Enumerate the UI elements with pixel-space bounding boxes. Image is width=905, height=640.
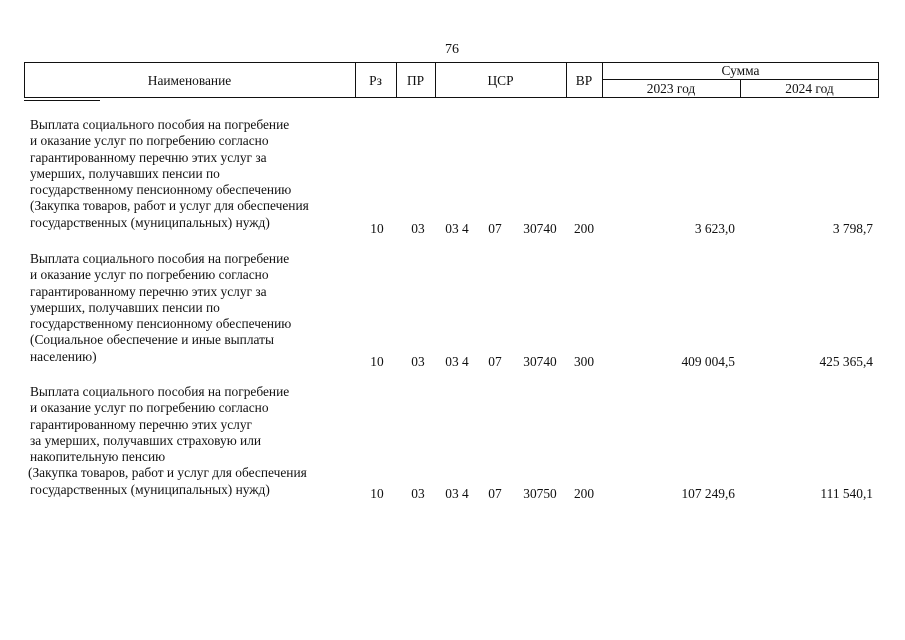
name-line: государственному пенсионному обеспечению	[30, 316, 292, 332]
table-header	[24, 62, 879, 98]
name-line: государственных (муниципальных) нужд)	[30, 481, 270, 497]
row-sum-2024: 425 365,4	[819, 354, 873, 369]
header-sum: Сумма	[721, 63, 760, 78]
name-line: умерших, получавших пенсии по	[30, 165, 220, 181]
row-vr: 300	[573, 354, 595, 369]
row-sum-2024: 111 540,1	[820, 486, 873, 501]
row-sum-2024: 3 798,7	[832, 221, 873, 236]
name-line: государственному пенсионному обеспечению	[30, 182, 292, 198]
row-name	[30, 384, 360, 498]
name-line: Выплата социального пособия на погребение	[30, 384, 290, 399]
header-rz: Рз	[369, 73, 382, 88]
header-pr: ПР	[406, 73, 425, 88]
row-name	[30, 117, 360, 231]
name-line: (Социальное обеспечение и иные выплаты	[30, 332, 274, 348]
name-line: и оказание услуг по погребению согласно	[30, 400, 269, 416]
row-sum-2023: 3 623,0	[694, 221, 735, 236]
header-name: Наименование	[147, 73, 232, 88]
header-bottom-border	[24, 97, 879, 98]
name-line: гарантированному перечню этих услуг за	[30, 149, 267, 165]
row-rz: 10	[370, 486, 384, 501]
page-number: 76	[445, 42, 459, 57]
row-csr-direction: 30740	[523, 221, 557, 236]
name-line: населению)	[30, 348, 97, 364]
row-csr-direction: 30750	[523, 486, 557, 501]
header-year-2023: 2023 год	[646, 81, 696, 96]
row-pr: 03	[411, 221, 425, 236]
row-sum-2023: 107 249,6	[681, 486, 735, 501]
header-year-2024: 2024 год	[785, 81, 834, 96]
row-sum-2023: 409 004,5	[681, 354, 735, 369]
header-vr: ВР	[575, 73, 593, 88]
header-underline-mark	[24, 100, 100, 101]
row-csr-subprogram: 07	[488, 221, 502, 236]
row-csr-program: 03 4	[445, 221, 469, 236]
row-rz: 10	[370, 221, 384, 236]
row-vr: 200	[573, 486, 595, 501]
name-line: гарантированному перечню этих услуг	[30, 416, 253, 432]
row-csr-program: 03 4	[445, 486, 469, 501]
name-line: и оказание услуг по погребению согласно	[30, 133, 269, 149]
row-pr: 03	[411, 486, 425, 501]
row-rz: 10	[370, 354, 384, 369]
row-csr-subprogram: 07	[488, 354, 502, 369]
name-line: за умерших, получавших страховую или	[30, 432, 262, 448]
row-csr-subprogram: 07	[488, 486, 502, 501]
row-pr: 03	[411, 354, 425, 369]
name-line: (Закупка товаров, работ и услуг для обеспечения	[30, 198, 309, 214]
row-vr: 200	[573, 221, 595, 236]
name-line: накопительную пенсию	[30, 449, 166, 465]
name-line: Выплата социального пособия на погребение	[30, 117, 290, 132]
header-csr: ЦСР	[487, 73, 514, 88]
row-name	[30, 251, 360, 365]
name-line: Выплата социального пособия на погребение	[30, 251, 290, 266]
row-csr-direction: 30740	[523, 354, 557, 369]
name-line: и оказание услуг по погребению согласно	[30, 267, 269, 283]
name-line: умерших, получавших пенсии по	[30, 299, 220, 315]
name-line: государственных (муниципальных) нужд)	[30, 214, 270, 230]
name-line: (Закупка товаров, работ и услуг для обеспечения	[28, 465, 307, 481]
name-line: гарантированному перечню этих услуг за	[30, 283, 267, 299]
row-csr-program: 03 4	[445, 354, 469, 369]
